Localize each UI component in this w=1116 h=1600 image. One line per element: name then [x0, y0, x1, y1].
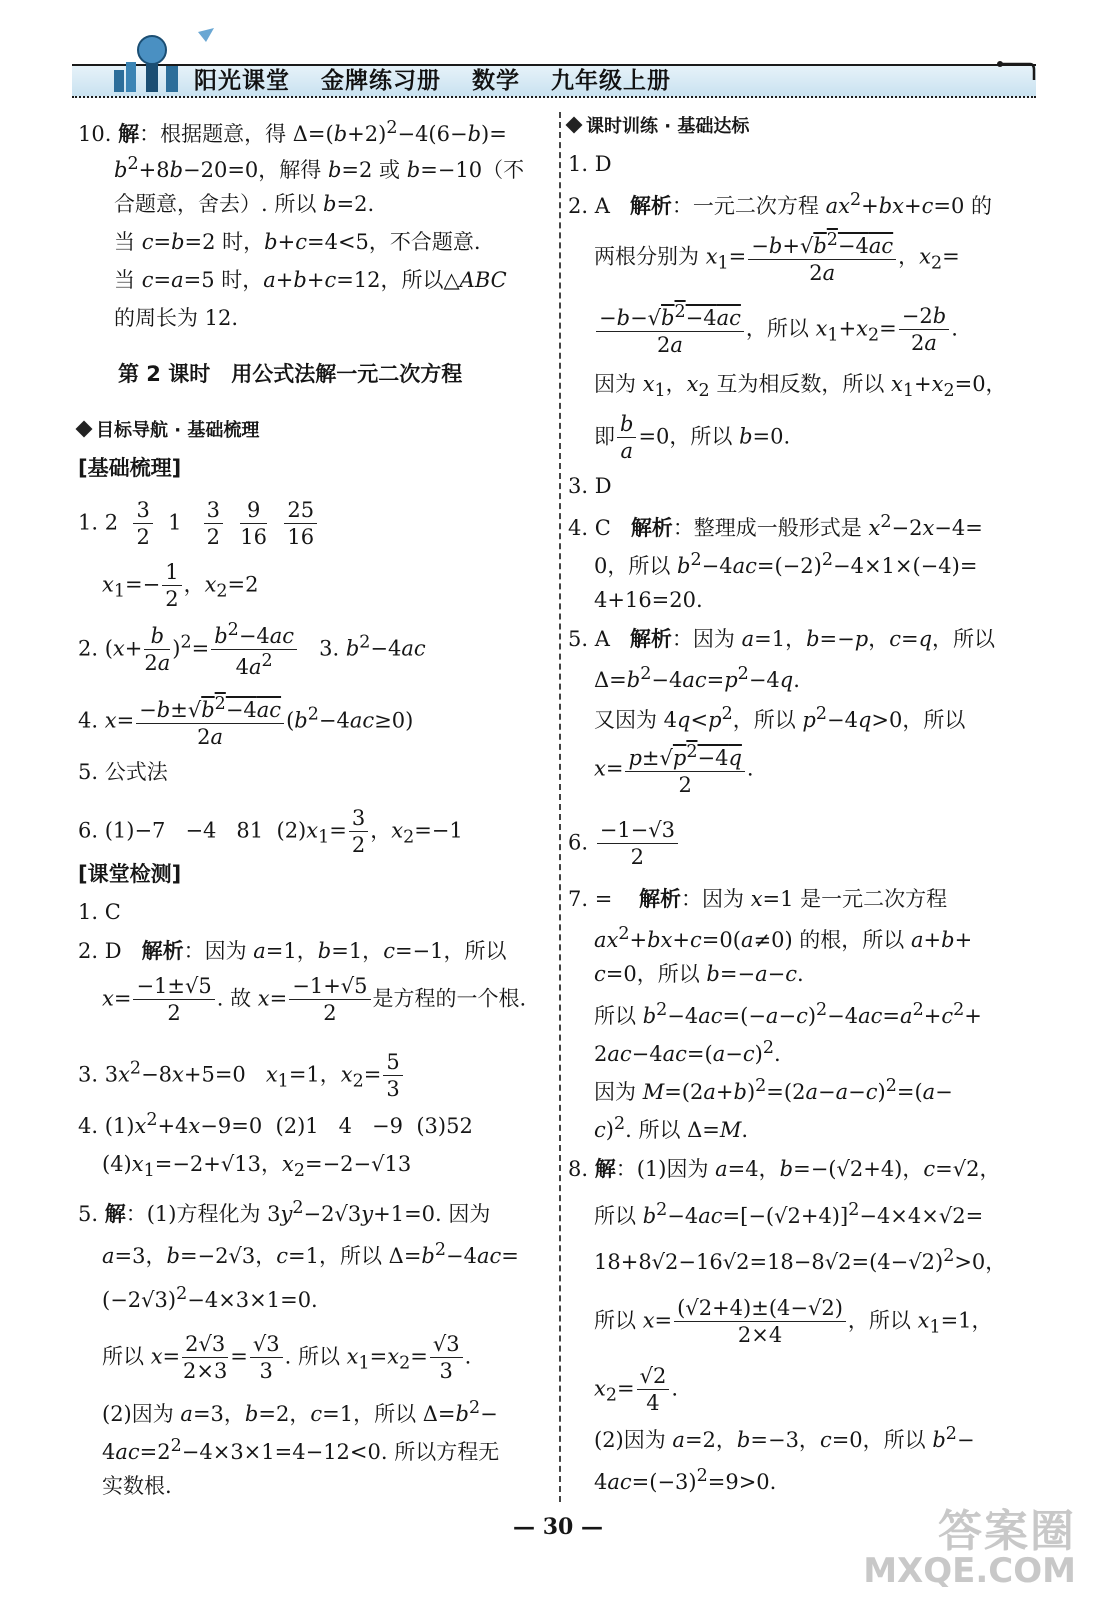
answer-line: 合题意，舍去）. 所以 b=2. [114, 192, 375, 216]
answer-line: 3. $3x^2-8x+5=0$ $x_1=1$，$x_2=$ $\frac{5}{3}$ [78, 1052, 405, 1100]
answer-line: 3. D [568, 474, 612, 498]
watermark-logo: 答案圈 [938, 1506, 1076, 1557]
column-divider [559, 112, 561, 1502]
answer-line: 8. 解：(1)因为 a=4，b=−(√2+4)，c=√2， [568, 1156, 1001, 1181]
answer-line: c=0，所以 b=−a−c. [594, 962, 804, 986]
book-name: 金牌练习册 [321, 68, 442, 94]
answer-line: 所以 x= $\frac{(√2+4)\pm(4-√2)}{2\times 4}$ ，所以 $x_1=1$， [594, 1296, 993, 1347]
answer-line: c)$^2$. 所以 Δ=M. [594, 1114, 749, 1142]
answer-line: 7. = 解析：因为 x=1 是一元二次方程 [568, 886, 948, 911]
diamond-icon [76, 421, 93, 438]
header-hook-icon [996, 58, 1036, 80]
subsection-heading: [基础梳理] [78, 456, 182, 480]
answer-line: 因为 $M=(2a+b)^2=(2a-a-c)^2=(a-$ [594, 1076, 953, 1104]
answer-line: $b^2+8b-20=0$，解得 b=2 或 b=−10（不 [114, 154, 525, 182]
answer-line: 10. 解：根据题意，得 $\Delta=(b+2)^2-4(6-b)=$ [78, 118, 507, 146]
answer-line: $ax^2+bx+c=0(a\ne 0)$ 的根，所以 a+b+ [594, 924, 973, 952]
answer-line: 1. C [78, 900, 121, 924]
answer-line: 0，所以 $b^2-4ac=(-2)^2-4\times 1\times(-4)=$ [594, 550, 978, 578]
section-heading: 课时训练 · 基础达标 [568, 118, 749, 136]
answer-line: 两根分别为 $x_1=$ $\frac{-b+√b^2-4ac}{2a}$ ，$x_2=$ [594, 230, 960, 285]
answer-line: 又因为 $4q<p^2$，所以 $p^2-4q>0$，所以 [594, 704, 966, 732]
answer-line: $x_1=-$ $\frac{1}{2}$ ，$x_2=2$ [102, 560, 259, 611]
page-number: — 30 — [513, 1514, 603, 1540]
answer-line: 5. 公式法 [78, 760, 168, 784]
answer-line: 6. (1)−7 −4 81 $(2)x_1=$ $\frac{3}{2}$ ，$x_2=-1$ [78, 806, 463, 857]
lesson-title: 第 2 课时 用公式法解一元二次方程 [118, 362, 463, 386]
answer-line: 所以 $b^2-4ac=[-(√2+4)]^2-4\times 4\times√2=$ [594, 1200, 984, 1228]
answer-line: 5. A 解析：因为 a=1，b=−p，c=q，所以 [568, 626, 996, 651]
answer-line: $\frac{-b-√b^2-4ac}{2a}$ ，所以 $x_1+x_2=$ $\frac{-2b}{2a}$ . [594, 304, 958, 356]
answer-line: $2ac-4ac=(a-c)^2$. [594, 1038, 781, 1066]
answer-line: (2)因为 a=2，b=−3，c=0，所以 $b^2-$ [594, 1424, 975, 1452]
answer-line: 4. C 解析：整理成一般形式是 $x^2-2x-4=$ [568, 512, 983, 540]
answer-line: $(-2√3)^2-4\times 3\times 1=0$. [102, 1284, 318, 1312]
answer-line: 4. x= $\frac{-b\pm√b^2-4ac}{2a}$ $(b^2-4ac\ge 0)$ [78, 694, 414, 749]
subsection-heading: [课堂检测] [78, 862, 182, 886]
answer-line: 即 $\frac{b}{a}$ =0，所以 b=0. [594, 412, 791, 463]
answer-line: $4ac=(-3)^2=9>0$. [594, 1466, 777, 1494]
answer-line: 1. D [568, 152, 612, 176]
answer-line: x= $\frac{p\pm√p^2-4q}{2}$ . [594, 742, 754, 797]
answer-line: $4ac=2^2-4\times 3\times 1=4-12<0$. 所以方程无 [102, 1436, 500, 1464]
answer-line: 4. $(1)x^2+4x-9=0$ (2)1 4 −9 (3)52 [78, 1110, 473, 1138]
answer-line: 2. (x+ $\frac{b}{2a}$ )$^2$= $\frac{b^2-4ac}{4a^2}$ 3. $b^2-4ac$ [78, 620, 426, 679]
answer-line: 2. D 解析：因为 a=1，b=1，c=−1，所以 [78, 938, 507, 963]
answer-line: 当 c=b=2 时，b+c=4<5，不合题意. [114, 230, 481, 254]
watermark-url: MXQE.COM [863, 1551, 1076, 1591]
answer-line: $\Delta=b^2-4ac=p^2-4q$. [594, 664, 800, 692]
answer-line: 实数根. [102, 1474, 172, 1498]
answer-line: 5. 解：(1)方程化为 $3y^2-2√3y+1=0$. 因为 [78, 1198, 491, 1226]
answer-line: 的周长为 12. [114, 306, 239, 330]
grade-name: 九年级上册 [551, 68, 672, 94]
answer-line: $18+8√2-16√2=18-8√2=(4-√2)^2>0$， [594, 1246, 1007, 1274]
answer-line: 所以 $b^2-4ac=(-a-c)^2-4ac=a^2+c^2+$ [594, 1000, 982, 1028]
answer-line: 2. A 解析：一元二次方程 $ax^2+bx+c=0$ 的 [568, 190, 993, 218]
header-title [194, 62, 693, 95]
answer-line: 6. $\frac{-1-√3}{2}$ [568, 820, 680, 868]
answer-line: $(4)x_1=-2+√13$，$x_2=-2-√13$ [102, 1152, 412, 1182]
diamond-icon [566, 117, 583, 134]
answer-line: 因为 $x_1$，$x_2$ 互为相反数，所以 $x_1+x_2=0$， [594, 372, 1007, 402]
answer-line: (2)因为 a=3，b=2，c=1，所以 $\Delta=b^2-$ [102, 1398, 498, 1426]
answer-line: 1. 2 $\frac{3}{2}$ 1 $\frac{3}{2}$ $\frac{9}{16}$ $\frac{25}{16}$ [78, 500, 319, 548]
section-heading: 目标导航 · 基础梳理 [78, 422, 259, 440]
answer-line: $x_2=$ $\frac{√2}{4}$ . [594, 1364, 679, 1415]
answer-line: 当 c=a=5 时，a+b+c=12，所以△ABC [114, 268, 507, 292]
subject-name: 数学 [472, 68, 521, 94]
page-header [72, 28, 1036, 98]
series-name: 阳光课堂 [194, 68, 290, 94]
answer-line: 4+16=20. [594, 588, 703, 612]
answer-line: x= $\frac{-1\pm√5}{2}$ . 故 x= $\frac{-1+√5}{2}$ 是方程的一个根. [102, 974, 527, 1025]
watermark [863, 1506, 1076, 1591]
answer-line: a=3，b=−2√3，c=1，所以 $\Delta=b^2-4ac=$ [102, 1240, 519, 1268]
answer-line: 所以 x= $\frac{2√3}{2\times 3}$ = $\frac{√3}{3}$ . 所以 $x_1=x_2=$ $\frac{√3}{3}$ . [102, 1332, 472, 1383]
